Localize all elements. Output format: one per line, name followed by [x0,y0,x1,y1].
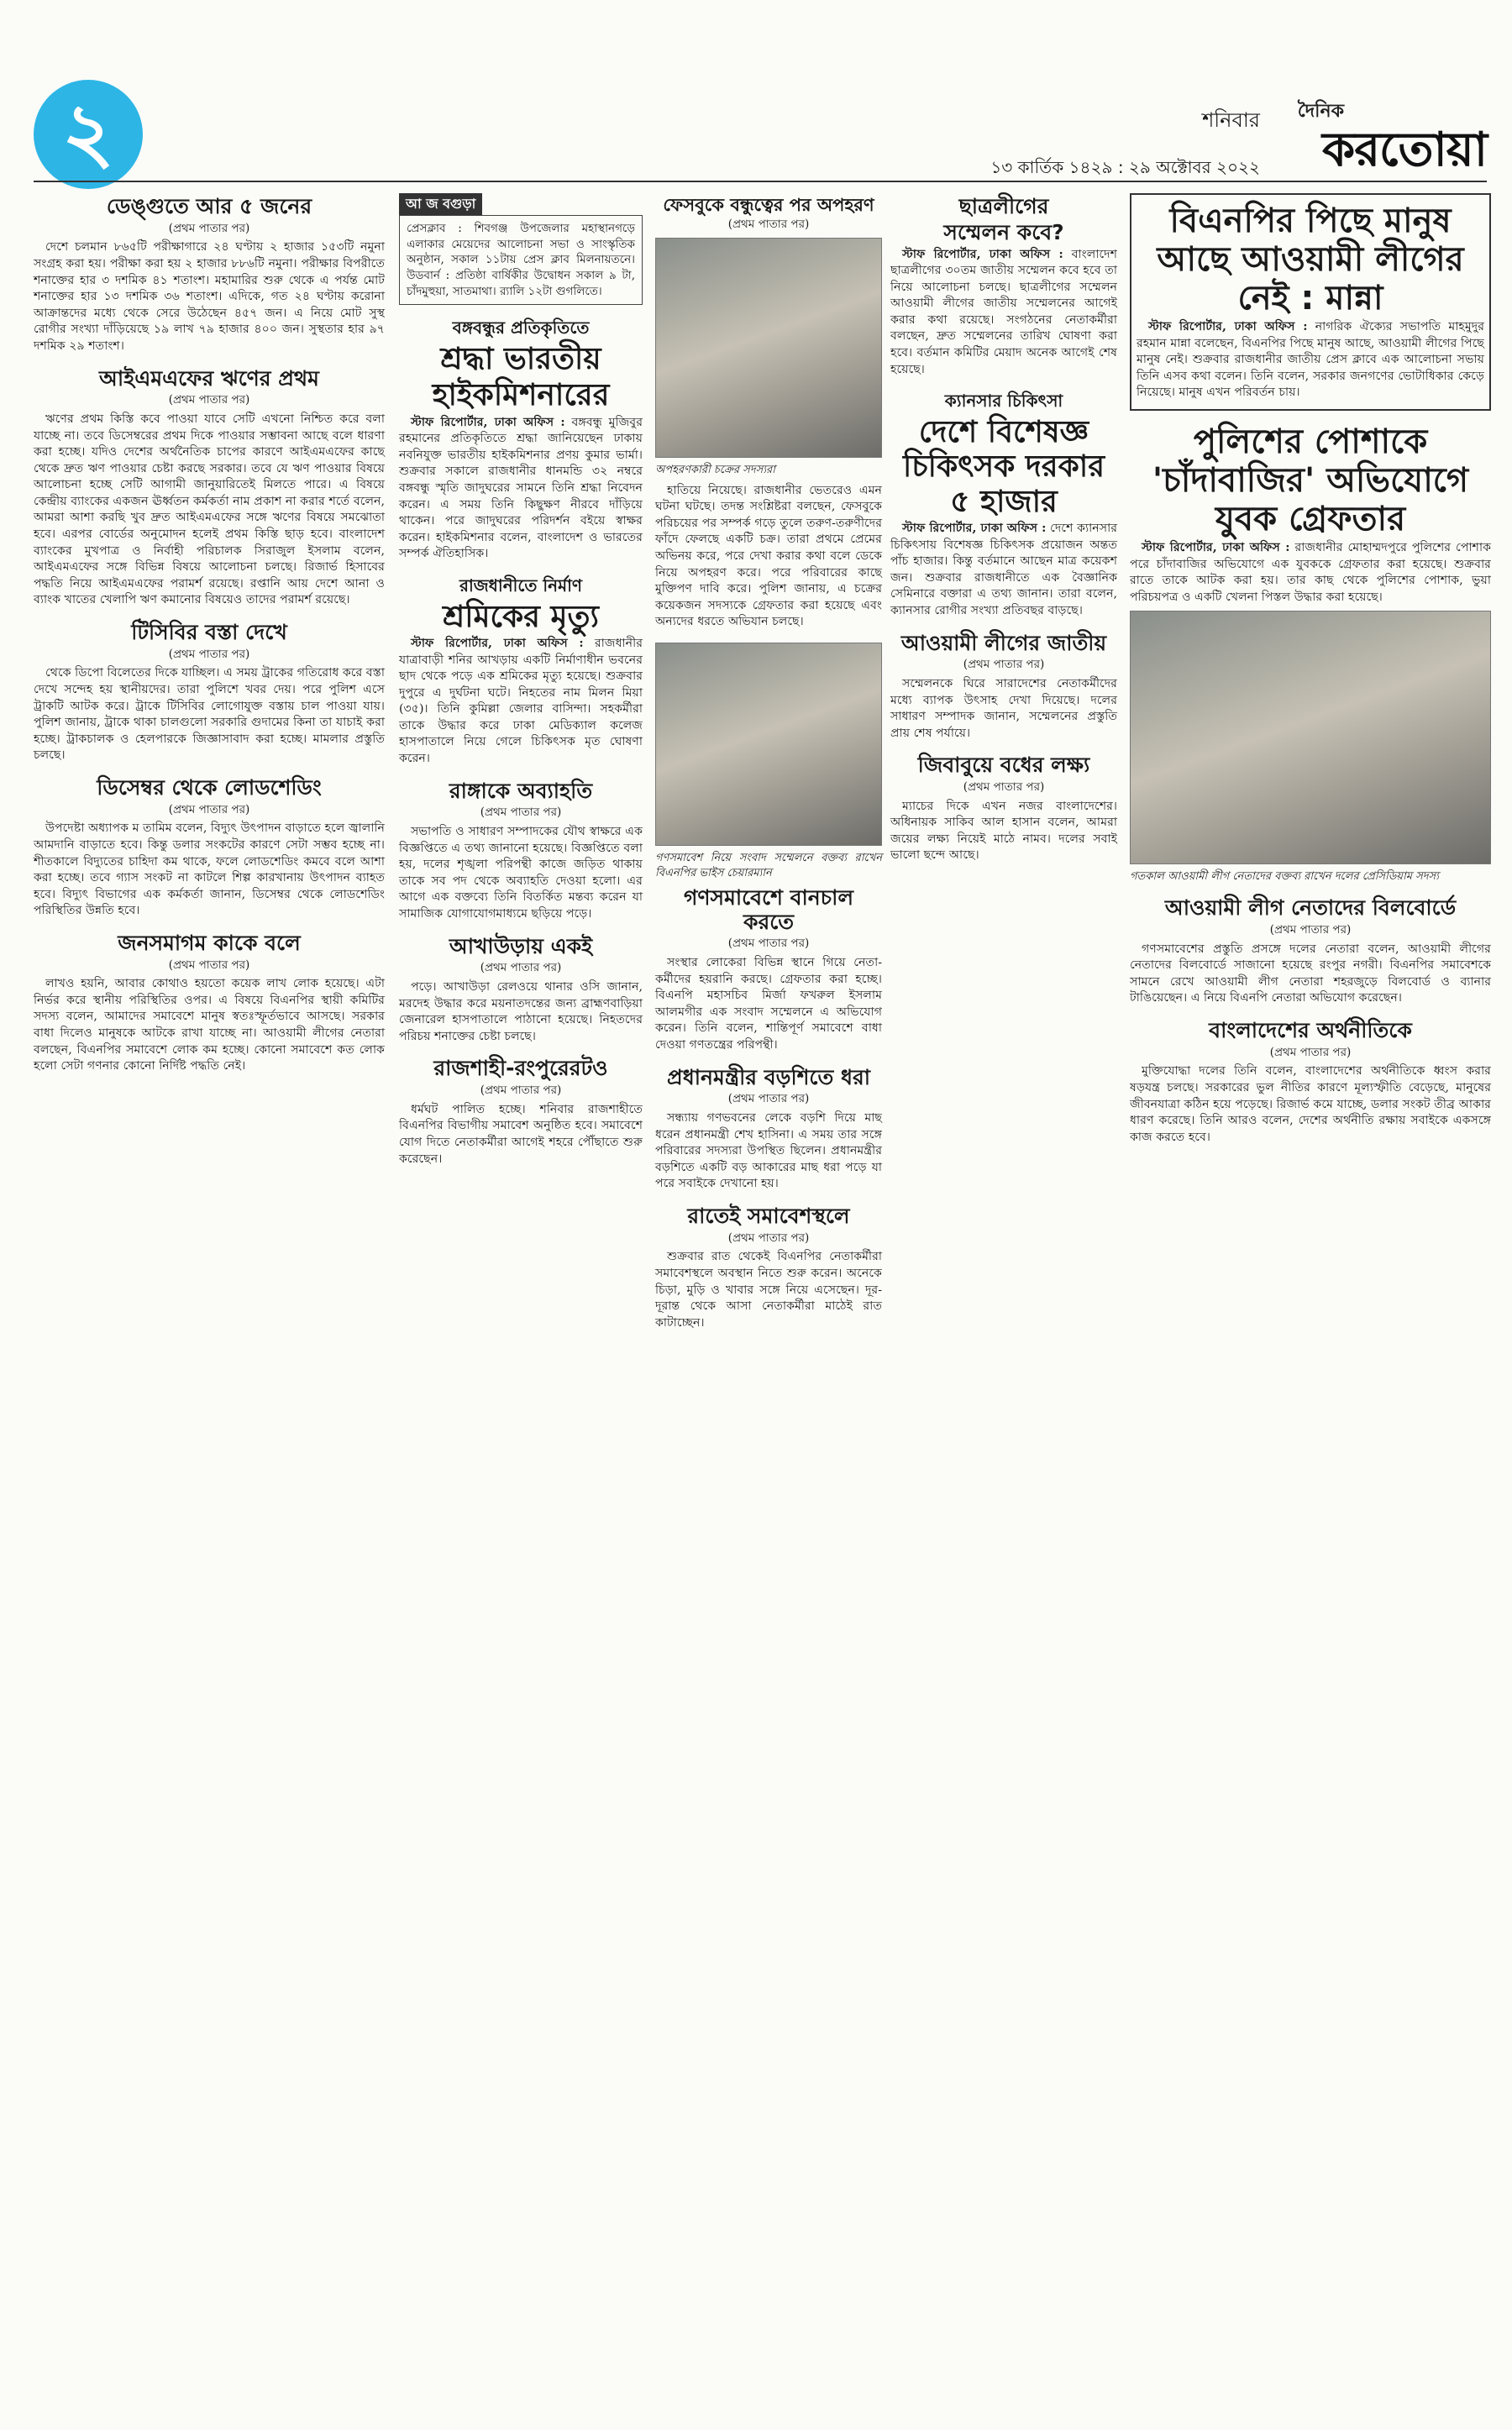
story-body: দেশে ক্যানসার চিকিৎসায় বিশেষজ্ঞ চিকিৎসক প্রয়োজন অন্তত পাঁচ হাজার। কিন্তু বর্তমানে আছেন মাত্র কয়েকশ জন। শুক্রবার রাজধানীতে এক বৈজ্ঞানিক সেমিনারে বক্তারা এ তথ্য জানান। তারা বলেন, ক্যানসার রোগীর সংখ্যা প্রতিবছর বাড়ছে। [890,522,1117,617]
continued-note: (প্রথম পাতার পর) [727,1092,810,1106]
headline-2: সম্মেলন কবে? [943,219,1064,244]
continued-note: (প্রথম পাতার পর) [168,393,250,407]
story-body: ম্যাচের দিকে এখন নজর বাংলাদেশের। অধিনায়ক সাকিব আল হাসান বলেন, আমরা জয়ের লক্ষ্য নিয়েই মাঠে নামব। দলের সবাই ভালো ছন্দে আছে। [890,799,1117,863]
masthead-day: শনিবার [1202,108,1260,132]
column-5 [1130,193,1491,1157]
story-body: সন্ধ্যায় গণভবনের লেকে বড়শি দিয়ে মাছ ধরেন প্রধানমন্ত্রী শেখ হাসিনা। এ সময় তার সঙ্গে পরিবারের সদস্যরা উপস্থিত ছিলেন। প্রধানমন্ত্রীর বড়শিতে একটি বড় আকারের মাছ ধরা পড়ে যা পরে সবাইকে দেখানো হয়। [655,1110,882,1191]
story-body: লাখও হয়নি, আবার কোথাও হয়তো কয়েক লাখ লোক হয়েছে। এটা নির্ভর করে স্থানীয় পরিস্থিতির ওপর। এ বিষয়ে বিএনপির স্থায়ী কমিটির সদস্য বলেন, আমাদের সমাবেশে মানুষ স্বতঃস্ফূর্তভাবে আসছে। সরকার বাধা দিলেও মানুষকে আটকে রাখা যাচ্ছে না। আওয়ামী লীগের নেতারা বলছেন, বিএনপির সমাবেশে লোক কম হচ্ছে। কোনো সমাবেশে কত লোক হলো সেটা গণনার কোনো নির্দিষ্ট পদ্ধতি নেই। [34,977,385,1073]
story-body: ধর্মঘট পালিত হচ্ছে। শনিবার রাজশাহীতে বিএনপির বিভাগীয় সমাবেশ অনুষ্ঠিত হবে। সমাবেশে যোগ দিতে নেতাকর্মীরা আগেই শহরে পৌঁছাতে শুরু করেছেন। [399,1102,643,1166]
continued-note: (প্রথম পাতার পর) [168,958,250,972]
continued-note: (প্রথম পাতার পর) [480,1084,562,1098]
story-body: উপদেষ্টা অধ্যাপক ম তামিম বলেন, বিদ্যুৎ উৎপাদন বাড়াতে হলে জ্বালানি আমদানি বাড়াতে হবে। কিন্তু ডলার সংকটের কারণে সেটা সম্ভব হচ্ছে না। শীতকালে বিদ্যুতের চাহিদা কম থাকে, ফলে লোডশেডিং কমবে বলে আশা করা হচ্ছে। তবে গ্যাস সংকট না কাটলে শিল্প কারখানায় উৎপাদন ব্যাহত হবে। বিদ্যুৎ বিভাগের এক কর্মকর্তা জানান, ডিসেম্বর থেকে লোডশেডিং পরিস্থিতির উন্নতি হবে। [34,821,385,918]
story-al-national [890,632,1117,743]
headline: রাঙ্গাকে অব্যাহতি [449,778,593,803]
story-body: পড়ে। আখাউড়া রেলওয়ে থানার ওসি জানান, মরদেহ উদ্ধার করে ময়নাতদন্তের জন্য ব্রাহ্মণবাড়িয়া জেনারেল হাসপাতালে পাঠানো হয়েছে। নিহতদের পরিচয় শনাক্তের চেষ্টা চলছে। [399,979,643,1043]
masthead-logo-top: দৈনিক [1297,101,1344,122]
story-india-hc [399,317,643,563]
story-night-venue [655,1205,882,1331]
headline: ডিসেম্বর থেকে লোডশেডিং [97,774,322,800]
story-body: সভাপতি ও সাধারণ সম্পাদকের যৌথ স্বাক্ষরে এক বিজ্ঞপ্তিতে এ তথ্য জানানো হয়েছে। বিজ্ঞপ্তিতে বলা হয়, দলের শৃঙ্খলা পরিপন্থী কাজে জড়িত থাকায় তাকে সব পদ থেকে অব্যাহতি দেওয়া হলো। এর আগে এক বক্তব্যে তিনি বিতর্কিত মন্তব্য করেন যা সামাজিক যোগাযোগমাধ্যমে ছড়িয়ে পড়ে। [399,825,643,921]
photo-caption: অপহরণকারী চক্রের সদস্যরা [655,463,775,476]
photo-caption: গতকাল আওয়ামী লীগ নেতাদের বক্তব্য রাখেন দলের প্রেসিডিয়াম সদস্য [1130,870,1439,884]
headline: জিবাবুয়ে বধের লক্ষ্য [917,753,1090,778]
story-police-dress [1130,422,1491,884]
headline: গণসমাবেশে বানচাল করতে [683,884,854,934]
story-body: হাতিয়ে নিয়েছে। রাজধানীর ভেতরেও এমন ঘটনা ঘটছে। তদন্ত সংশ্লিষ্টরা বলছেন, ফেসবুকে পরিচয়ের পর সম্পর্ক গড়ে তুলে তরুণ-তরুণীদের ফাঁদে ফেলছে একটি চক্র। তারা প্রথমে প্রেমের অভিনয় করে, পরে দেখা করার কথা বলে ডেকে নিয়ে অপহরণ করে। পরে পরিবারের কাছে মুক্তিপণ দাবি করে। পুলিশ জানায়, এ চক্রের কয়েকজন সদস্যকে গ্রেফতার করা হয়েছে এবং অন্যদের ধরতে অভিযান চলছে। [655,483,882,629]
continued-note: (প্রথম পাতার পর) [480,806,562,820]
byline: স্টাফ রিপোর্টার, ঢাকা অফিস : [1142,540,1290,554]
continued-note: (প্রথম পাতার পর) [168,802,250,816]
story-loadshedding [34,776,385,920]
story-tcb [34,621,385,764]
headline: ফেসবুকে বন্ধুত্বের পর অপহরণ [663,195,874,215]
headline: শ্রদ্ধা ভারতীয় [440,341,601,376]
continued-note: (প্রথম পাতার পর) [727,218,810,232]
story-chhatra-league [890,195,1117,378]
byline: স্টাফ রিপোর্টার, ঢাকা অফিস : [411,636,584,650]
column-4 [890,193,1117,876]
continued-note: (প্রথম পাতার পর) [963,780,1045,795]
masthead-rule [34,181,1487,182]
story-dengue [34,195,385,355]
story-body: রাজধানীর যাত্রাবাড়ী শনির আখড়ায় একটি নির্মাণাধীন ভবনের ছাদ থেকে পড়ে এক শ্রমিকের মৃত্যু হয়েছে। শুক্রবার দুপুরে এ দুর্ঘটনা ঘটে। নিহতের নাম মিলন মিয়া (৩৫)। তিনি কুমিল্লা জেলার বাসিন্দা। সহকর্মীরা তাকে উদ্ধার করে ঢাকা মেডিক্যাল কলেজ হাসপাতালে নিয়ে গেলে চিকিৎসক মৃত ঘোষণা করেন। [399,636,643,766]
story-gathering [34,932,385,1075]
story-body: সম্মেলনকে ঘিরে সারাদেশের নেতাকর্মীদের মধ্যে ব্যাপক উৎসাহ দেখা দিয়েছে। দলের সাধারণ সম্পাদক জানান, সম্মেলনের প্রস্তুতি প্রায় শেষ পর্যায়ে। [890,676,1117,740]
story-body: থেকে ডিপো বিলেতের দিকে যাচ্ছিল। এ সময় ট্রাকের গতিরোধ করে বস্তা দেখে সন্দেহ হয় স্থানীয়দের। তারা পুলিশে খবর দেয়। পরে পুলিশ এসে ট্রাকটি আটক করে। ট্রাকে টিসিবির লোগোযুক্ত বস্তায় চাল পাওয়া যায়। পুলিশ জানায়, ট্রাকে থাকা চালগুলো সরকারি গুদামের কিনা তা যাচাই করা হচ্ছে। ট্রাকচালক ও হেলপারকে জিজ্ঞাসাবাদ করা হচ্ছে। মামলার প্রস্তুতি চলছে। [34,666,385,763]
headline: জনসমাগম কাকে বলে [118,930,301,955]
headline: রাতেই সমাবেশস্থলে [687,1203,850,1228]
headline: আওয়ামী লীগ নেতাদের বিলবোর্ডে [1164,895,1457,921]
headline: আইএমএফের ঋণের প্রথম [99,365,319,391]
column-1 [34,193,385,1087]
byline: স্টাফ রিপোর্টার, ঢাকা অফিস : [902,247,1063,261]
continued-note: (প্রথম পাতার পর) [1269,923,1352,937]
story-pm-fishing [655,1066,882,1193]
news-photo [655,238,882,458]
story-body: বঙ্গবন্ধু মুজিবুর রহমানের প্রতিকৃতিতে শ্রদ্ধা জানিয়েছেন ঢাকায় নবনিযুক্ত ভারতীয় হাইকমিশনার প্রণয় কুমার ভার্মা। শুক্রবার সকালে রাজধানীর ধানমন্ডি ৩২ নম্বরে বঙ্গবন্ধু স্মৃতি জাদুঘরের সামনে তিনি শ্রদ্ধা নিবেদন করেন। এ সময় তিনি কিছুক্ষণ নীরবে দাঁড়িয়ে থাকেন। পরে জাদুঘরের পরিদর্শন বইয়ে স্বাক্ষর করেন। হাইকমিশনার বলেন, বাংলাদেশ ও ভারতের সম্পর্ক ঐতিহাসিক। [399,415,643,561]
headline: আওয়ামী লীগের জাতীয় [900,630,1107,655]
story-body: শুক্রবার রাত থেকেই বিএনপির নেতাকর্মীরা সমাবেশস্থলে অবস্থান নিতে শুরু করেন। অনেকে চিড়া, মুড়ি ও খাবার সঙ্গে নিয়ে এসেছেন। দূর-দূরান্ত থেকে আসা নেতাকর্মীরা মাঠেই রাত কাটাচ্ছেন। [655,1250,882,1330]
byline: স্টাফ রিপোর্টার, ঢাকা অফিস : [411,415,565,429]
continued-note: (প্রথম পাতার পর) [168,221,250,235]
story-manna [1130,193,1491,411]
byline: স্টাফ রিপোর্টার, ঢাকা অফিস : [1148,320,1308,333]
headline: আখাউড়ায় একই [449,933,593,958]
masthead-logo: করতোয়া [1322,123,1487,177]
continued-note: (প্রথম পাতার পর) [480,961,562,975]
story-al-billboard [1130,896,1491,1007]
byline: স্টাফ রিপোর্টার, ঢাকা অফিস : [902,522,1047,536]
story-facebook-kidnap [655,195,882,631]
story-worker-death [399,575,643,768]
headline: বাংলাদেশের অর্থনীতিকে [1209,1018,1412,1043]
photo-caption: গণসমাবেশ নিয়ে সংবাদ সম্মেলনে বক্তব্য রাখেন বিএনপির ভাইস চেয়ারম্যান [655,852,882,879]
story-body: দেশে চলমান ৮৬৫টি পরীক্ষাগারে ২৪ ঘণ্টায় ২ হাজার ১৫৩টি নমুনা সংগ্রহ করা হয়। পরীক্ষা করা হয় ২ হাজার ৮৮৬টি নমুনা। পরীক্ষার বিপরীতে শনাক্তের হার ৩ দশমিক ৪১ শতাংশ। মহামারির শুরু থেকে এ পর্যন্ত মোট শনাক্তের হার ১৩ দশমিক ৩৬ শতাংশ। এদিকে, গত ২৪ ঘণ্টায় করোনা আক্রান্তদের মধ্যে থেকে সেরে উঠেছেন ৪৫৭ জন। এ নিয়ে মোট সুস্থ রোগীর সংখ্যা দাঁড়িয়েছে ১৯ লাখ ৭৯ হাজার ৪০০ জন। সুস্থতার হার ৯৭ দশমিক ২৯ শতাংশ। [34,240,385,353]
continued-note: (প্রথম পাতার পর) [963,658,1045,672]
story-body: মুক্তিযোদ্ধা দলের তিনি বলেন, বাংলাদেশের অর্থনীতিকে ধ্বংস করার ষড়যন্ত্র চলছে। সরকারের ভুল নীতির কারণে মূল্যস্ফীতি বেড়েছে, মানুষের জীবনযাত্রা কঠিন হয়ে পড়েছে। রিজার্ভ কমে যাচ্ছে, ডলার সংকট তীব্র আকার ধারণ করেছে। তিনি আরও বলেন, দেশের অর্থনীতি রক্ষায় সবাইকে একসঙ্গে কাজ করতে হবে। [1130,1064,1491,1144]
news-photo [1130,611,1491,864]
continued-note: (প্রথম পাতার পর) [1269,1045,1352,1059]
story-bnp-rally [655,643,882,1054]
news-photo [655,643,882,846]
bogura-box: প্রেসক্লাব : শিবগঞ্জ উপজেলার মহাস্থানগড়ে এলাকার মেয়েদের আলোচনা সভা ও সাংস্কৃতিক অনুষ্ঠান, সকাল ১১টায় প্রেস ক্লাব মিলনায়তনে। উডবার্ন : প্রতিষ্ঠা বার্ষিকীর উদ্বোধন সকাল ৯ টা, চাঁদমুহুয়া, সাতমাথা। র‍্যালি ১২টা গুগলিতে। [399,215,643,305]
headline: প্রধানমন্ত্রীর বড়শিতে ধরা [667,1064,870,1089]
section-tag: আ জ বগুড়া [399,193,482,215]
story-body: নাগরিক ঐক্যের সভাপতি মাহমুদুর রহমান মান্না বলেছেন, বিএনপির পিছে মানুষ আছে, আওয়ামী লীগের পিছে মানুষ নেই। শুক্রবার রাজধানীর জাতীয় প্রেস ক্লাবে এক আলোচনা সভায় তিনি এসব কথা বলেন। তিনি বলেন, সরকার জনগণের ভোটাধিকার কেড়ে নিয়েছে। মানুষ এখন পরিবর্তন চায়। [1137,320,1484,400]
masthead-date: ১৩ কার্তিক ১৪২৯ : ২৯ অক্টোবর ২০২২ [990,157,1260,177]
headline: রাজশাহী-রংপুরেরটও [433,1056,608,1081]
headline: ডেঙ্গুতে আর ৫ জনের [106,194,312,218]
story-zimbabwe [890,753,1117,864]
story-cancer [890,390,1117,619]
story-rajshahi [399,1057,643,1168]
page-number: ২ [34,80,143,189]
headline: শ্রমিকের মৃত্যু [443,599,599,634]
headline: পুলিশের পোশাকে 'চাঁদাবাজির' অভিযোগে যুবক গ্রেফতার [1152,422,1469,538]
story-ranga [399,779,643,923]
kicker: বঙ্গবন্ধুর প্রতিকৃতিতে [452,318,590,339]
headline: বিএনপির পিছে মানুষ আছে আওয়ামী লীগের নেই : মান্না [1157,202,1464,318]
continued-note: (প্রথম পাতার পর) [727,937,810,951]
column-3 [655,193,882,1343]
column-2 [399,193,643,1179]
continued-note: (প্রথম পাতার পর) [727,1231,810,1245]
story-bogura-today [399,193,643,305]
kicker: ক্যানসার চিকিৎসা [944,391,1063,412]
story-body: সংস্থার লোকেরা বিভিন্ন স্থানে গিয়ে নেতা-কর্মীদের হয়রানি করছে। গ্রেফতার করা হচ্ছে। বিএনপি মহাসচিব মির্জা ফখরুল ইসলাম আলমগীর এক সংবাদ সম্মেলনে এ অভিযোগ করেন। তিনি বলেন, শান্তিপূর্ণ সমাবেশে বাধা দেওয়া গণতন্ত্রের পরিপন্থী। [655,956,882,1052]
story-body: বাংলাদেশ ছাত্রলীগের ৩০তম জাতীয় সম্মেলন কবে হবে তা নিয়ে আলোচনা চলছে। ছাত্রলীগের সম্মেলন আওয়ামী লীগের জাতীয় সম্মেলনের আগেই করার কথা রয়েছে। সংগঠনের নেতাকর্মীরা বলছেন, দ্রুত সম্মেলনের তারিখ ঘোষণা করা হবে। বর্তমান কমিটির মেয়াদ অনেক আগেই শেষ হয়েছে। [890,247,1117,376]
masthead [0,0,1512,189]
headline: টিসিবির বস্তা দেখে [131,620,287,645]
continued-note: (প্রথম পাতার পর) [168,647,250,661]
headline: ছাত্রলীগের [958,194,1049,218]
story-body: গণসমাবেশের প্রস্তুতি প্রসঙ্গে দলের নেতারা বলেন, আওয়ামী লীগের নেতাদের বিলবোর্ডে সাজানো হয়েছে রংপুর নগরী। বিএনপির সমাবেশকে সামনে রেখে আওয়ামী লীগ নেতারা শহরজুড়ে বিলবোর্ড ও ব্যানার টাঙিয়েছেন। এ নিয়ে বিএনপি নেতারা অভিযোগ করেছেন। [1130,942,1491,1005]
kicker: রাজধানীতে নির্মাণ [459,575,583,596]
story-body: রাজধানীর মোহাম্মদপুরে পুলিশের পোশাক পরে চাঁদাবাজির অভিযোগে এক যুবককে গ্রেফতার করা হয়েছে। শুক্রবার রাতে তাকে আটক করা হয়। তার কাছ থেকে পুলিশের পোশাক, ভুয়া পরিচয়পত্র ও একটি খেলনা পিস্তল উদ্ধার করা হয়েছে। [1130,540,1491,604]
headline: দেশে বিশেষজ্ঞ চিকিৎসক দরকার ৫ হাজার [902,414,1105,519]
story-economy [1130,1019,1491,1146]
story-imf [34,367,385,610]
headline-2: হাইকমিশনারের [432,378,610,413]
story-akhaura [399,935,643,1046]
story-body: ঋণের প্রথম কিস্তি কবে পাওয়া যাবে সেটি এখনো নিশ্চিত করে বলা যাচ্ছে না। তবে ডিসেম্বরের প্রথম দিকে পাওয়ার সম্ভাবনা আছে বলে ধারণা করা হচ্ছে। যদিও দেশের অর্থনৈতিক চাপের কারণে আইএমএফের কাছে থেকে দ্রুত ঋণ পাওয়ার চেষ্টা করছে সরকার। তবে যে ঋণ পাওয়ার বিষয়ে আলোচনা হচ্ছে সেটি আগামী জানুয়ারিতেই মিলতে পারে। এ বিষয়ে কেন্দ্রীয় ব্যাংকের একজন ঊর্ধ্বতন কর্মকর্তা নাম প্রকাশ না করার শর্তে বলেন, আমরা আশা করছি খুব দ্রুত আইএমএফের সঙ্গে ঋণের বিষয়ে সমঝোতা হবে। এরপর বোর্ডের অনুমোদন হলেই প্রথম কিস্তি ছাড় হবে। বাংলাদেশ ব্যাংকের মুখপাত্র ও নির্বাহী পরিচালক সিরাজুল ইসলাম বলেন, আইএমএফের সঙ্গে বিভিন্ন বিষয়ে আলোচনা চলছে। রিজার্ভ হিসাবের পদ্ধতি নিয়ে আইএমএফের পরামর্শ রয়েছে। রপ্তানি আয় দেশে আনা ও ব্যাংক খাতের খেলাপি ঋণ কমানোর বিষয়েও তাদের পরামর্শ রয়েছে। [34,412,385,607]
